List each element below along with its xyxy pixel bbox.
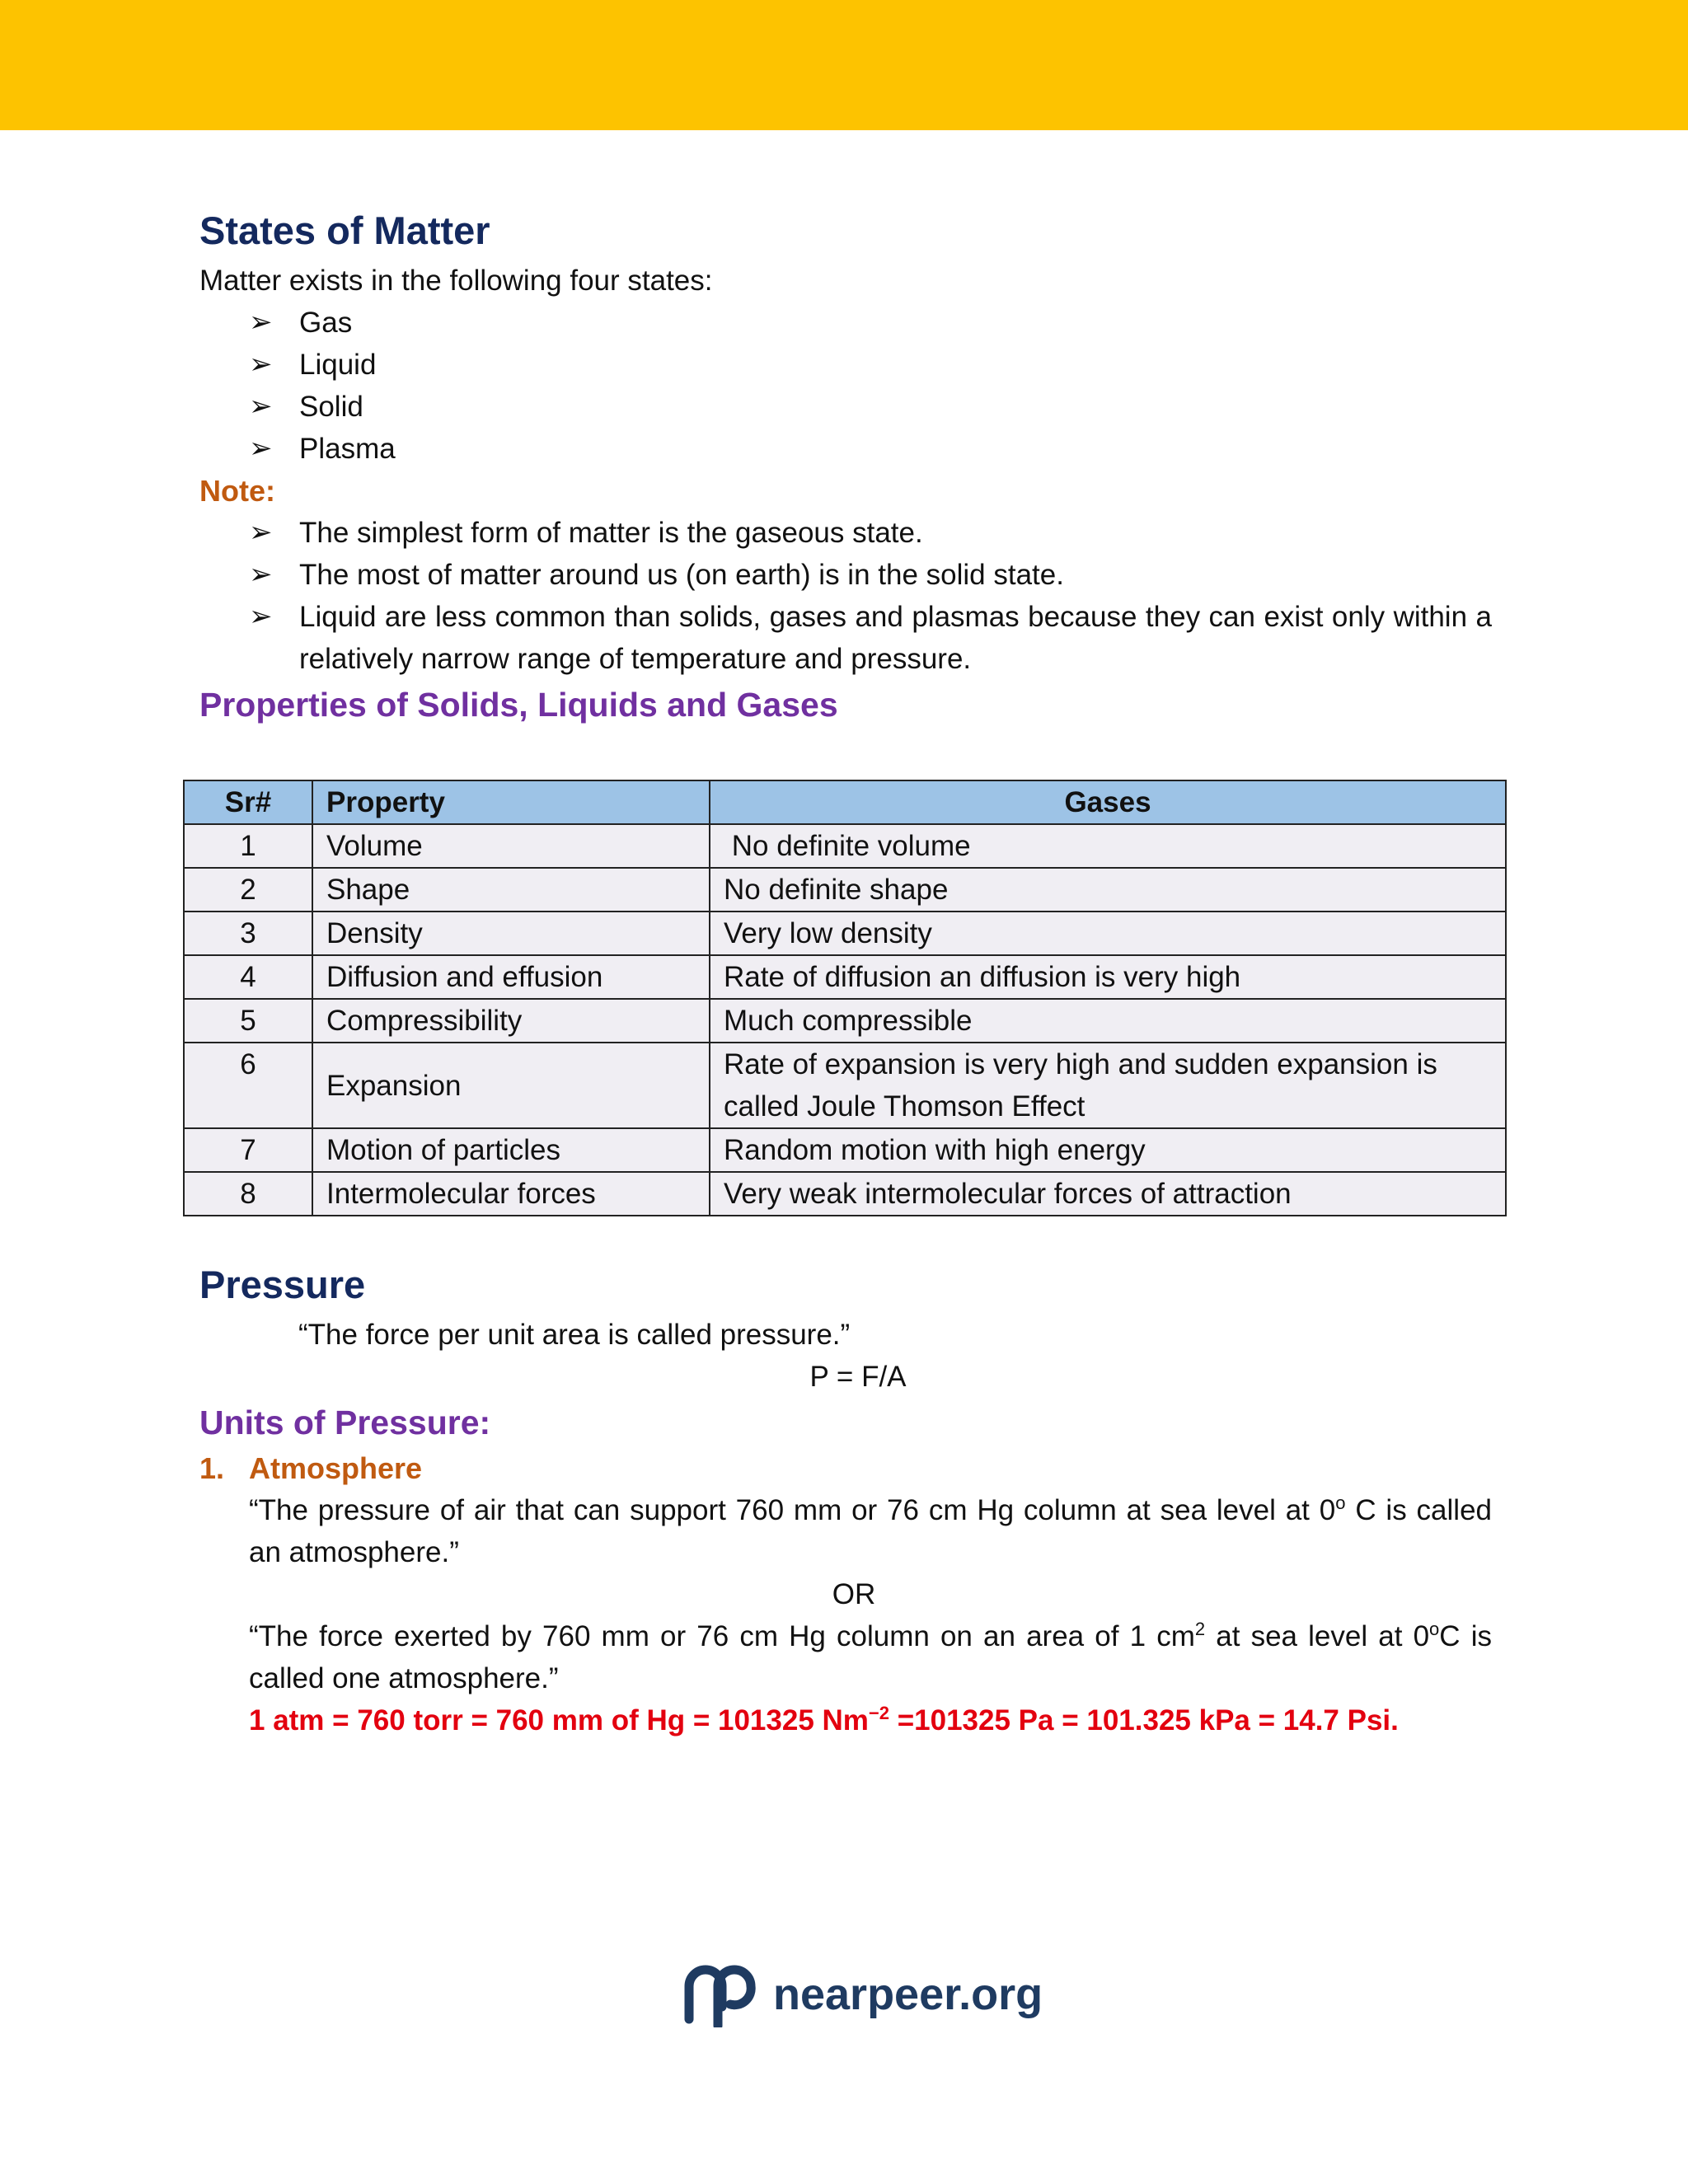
atmosphere-conversion: 1 atm = 760 torr = 760 mm of Hg = 101325 $Nm^{-2} =101325$ Pa = 101.325 kPa = 14.7 Psi. (249, 1703, 1399, 1736)
list-item: ➢ Gas (249, 302, 1492, 344)
cell-sr: 3 (184, 912, 312, 955)
or-separator: OR (832, 1578, 876, 1610)
states-list (199, 302, 1492, 470)
table-row (184, 1172, 1506, 1216)
cell-sr: 1 (184, 824, 312, 868)
pressure-section (199, 1256, 1492, 1741)
cell-gases: Rate of expansion is very high and sudden expansion is called Joule Thomson Effect (710, 1043, 1506, 1128)
states-intro: Matter exists in the following four states: (199, 265, 713, 297)
cell-property: Expansion (312, 1043, 710, 1128)
footer-logo (681, 1961, 1043, 2027)
cell-sr: 5 (184, 999, 312, 1043)
cell-property: Shape (312, 868, 710, 912)
cell-sr: 2 (184, 868, 312, 912)
cell-property: Motion of particles (312, 1128, 710, 1172)
list-item: ➢ The most of matter around us (on earth) is in the solid state. (249, 554, 1492, 596)
arrow-bullet-icon: ➢ (249, 517, 273, 548)
cell-gases: Much compressible (710, 999, 1506, 1043)
list-item: ➢ Liquid are less common than solids, gases and plasmas because they can exist only within a relatively narrow range of temperature and pressure. (249, 596, 1492, 680)
cell-gases: No definite volume (710, 824, 1506, 868)
atmosphere-title: Atmosphere (249, 1451, 423, 1485)
col-header-sr: Sr# (184, 780, 312, 824)
cell-sr: 4 (184, 955, 312, 999)
cell-gases: Very weak intermolecular forces of attraction (710, 1172, 1506, 1216)
logo-text: nearpeer.org (773, 1970, 1043, 2019)
units-title: Units of Pressure: (199, 1404, 491, 1441)
list-item: ➢ Solid (249, 386, 1492, 428)
cell-gases: Random motion with high energy (710, 1128, 1506, 1172)
cell-sr: 7 (184, 1128, 312, 1172)
table-row (184, 1043, 1506, 1128)
atmosphere-definition-1: “The pressure of air that can support 760 mm or 76 cm Hg column at sea level at 0$^o$ C is called an atmosphere.” (249, 1493, 1493, 1568)
header-band (0, 0, 1688, 130)
nearpeer-logo-icon (681, 1961, 760, 2027)
cell-sr: 8 (184, 1172, 312, 1216)
cell-sr: 6 (184, 1043, 312, 1128)
table-row (184, 912, 1506, 955)
list-item: ➢ Liquid (249, 344, 1492, 386)
table-row (184, 955, 1506, 999)
arrow-bullet-icon: ➢ (249, 307, 273, 338)
cell-property: Density (312, 912, 710, 955)
arrow-bullet-icon: ➢ (249, 391, 273, 422)
col-header-property: Property (312, 780, 710, 824)
states-section (199, 202, 1492, 729)
cell-property: Intermolecular forces (312, 1172, 710, 1216)
table-header-row (184, 780, 1506, 824)
atmosphere-heading (199, 1447, 1492, 1489)
cell-property: Diffusion and effusion (312, 955, 710, 999)
cell-gases: Very low density (710, 912, 1506, 955)
properties-title: Properties of Solids, Liquids and Gases (199, 686, 838, 724)
notes-list (199, 512, 1492, 680)
arrow-bullet-icon: ➢ (249, 433, 273, 464)
list-item: ➢ The simplest form of matter is the gaseous state. (249, 512, 1492, 554)
states-title: States of Matter (199, 209, 490, 252)
note-label: Note: (199, 474, 275, 508)
cell-gases: No definite shape (710, 868, 1506, 912)
table-row (184, 999, 1506, 1043)
atmosphere-definition-2: “The force exerted by 760 mm or 76 cm Hg column on an area of 1 $cm^2$ at sea level at 0$^o$C is called one atmosphere.” (249, 1619, 1492, 1694)
cell-gases: Rate of diffusion an diffusion is very high (710, 955, 1506, 999)
pressure-formula: P = F/A (809, 1361, 907, 1393)
arrow-bullet-icon: ➢ (249, 601, 273, 632)
arrow-bullet-icon: ➢ (249, 559, 273, 590)
pressure-title: Pressure (199, 1263, 366, 1306)
table-row (184, 824, 1506, 868)
atmosphere-number: 1. (199, 1451, 225, 1485)
col-header-gases: Gases (710, 780, 1506, 824)
table-row (184, 868, 1506, 912)
cell-property: Compressibility (312, 999, 710, 1043)
list-item: ➢ Plasma (249, 428, 1492, 470)
properties-table (183, 780, 1507, 1216)
table-row (184, 1128, 1506, 1172)
cell-property: Volume (312, 824, 710, 868)
arrow-bullet-icon: ➢ (249, 349, 273, 380)
pressure-definition: “The force per unit area is called pressure.” (298, 1319, 851, 1351)
